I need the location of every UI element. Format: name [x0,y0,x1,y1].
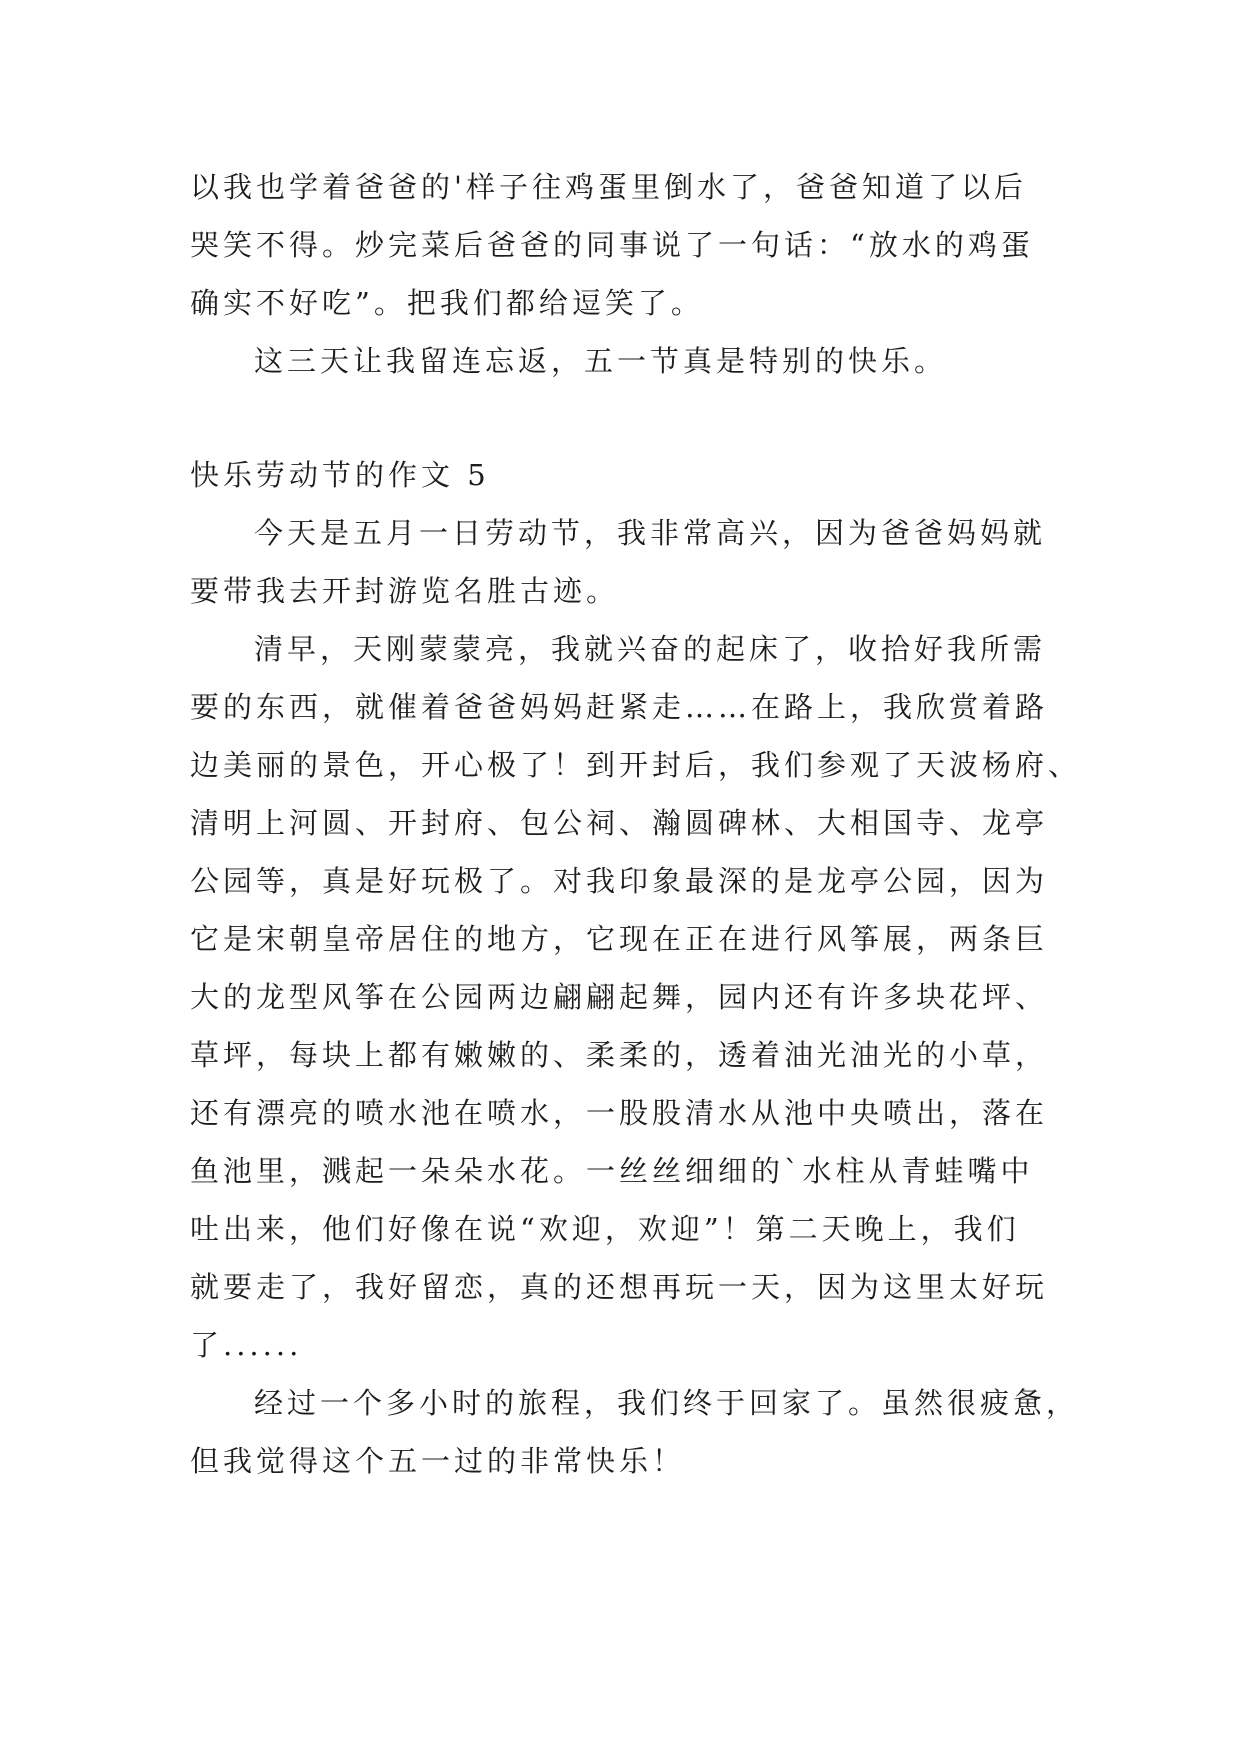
text-line: 确实不好吃”。把我们都给逗笑了。 [190,286,704,320]
text-line: 以我也学着爸爸的'样子往鸡蛋里倒水了，爸爸知道了以后 [190,170,1027,204]
document-body [190,158,1082,1490]
paragraph-body [190,620,1082,1374]
text-line: 清明上河圆、开封府、包公祠、瀚圆碑林、大相国寺、龙亭 [190,806,1049,840]
paragraph-closing [190,332,1070,390]
paragraph-intro [190,504,1070,620]
text-line: 草坪，每块上都有嫩嫩的、柔柔的，透着油光油光的小草， [190,1038,1049,1072]
text-line: 吐出来，他们好像在说“欢迎，欢迎”！第二天晚上，我们 [190,1212,1020,1246]
text-line: 要带我去开封游览名胜古迹。 [190,574,620,608]
text-line: 这三天让我留连忘返，五一节真是特别的快乐。 [254,344,948,378]
paragraph-gap [190,390,1070,446]
text-line: 但我觉得这个五一过的非常快乐！ [190,1444,686,1478]
section-title-text: 快乐劳动节的作文 5 [190,458,490,492]
text-line: 它是宋朝皇帝居住的地方，它现在正在进行风筝展，两条巨 [190,922,1049,956]
section-title [190,446,1070,504]
text-line: 今天是五月一日劳动节，我非常高兴，因为爸爸妈妈就 [254,516,1047,550]
text-line: 清早，天刚蒙蒙亮，我就兴奋的起床了，收拾好我所需 [254,632,1047,666]
paragraph-ending [190,1374,1080,1490]
text-line: 边美丽的景色，开心极了！到开封后，我们参观了天波杨府、 [190,748,1082,782]
text-line: 要的东西，就催着爸爸妈妈赶紧走……在路上，我欣赏着路 [190,690,1049,724]
text-line: 哭笑不得。炒完菜后爸爸的同事说了一句话：“放水的鸡蛋 [190,228,1034,262]
text-line: 就要走了，我好留恋，真的还想再玩一天，因为这里太好玩 [190,1270,1049,1304]
paragraph-continuation [190,158,1070,332]
text-line: 经过一个多小时的旅程，我们终于回家了。虽然很疲惫， [254,1386,1080,1420]
text-line: 了...... [190,1328,303,1362]
text-line: 公园等，真是好玩极了。对我印象最深的是龙亭公园，因为 [190,864,1049,898]
text-line: 鱼池里，溅起一朵朵水花。一丝丝细细的`水柱从青蛙嘴中 [190,1154,1034,1188]
text-line: 大的龙型风筝在公园两边翩翩起舞，园内还有许多块花坪、 [190,980,1049,1014]
text-line: 还有漂亮的喷水池在喷水，一股股清水从池中央喷出，落在 [190,1096,1049,1130]
